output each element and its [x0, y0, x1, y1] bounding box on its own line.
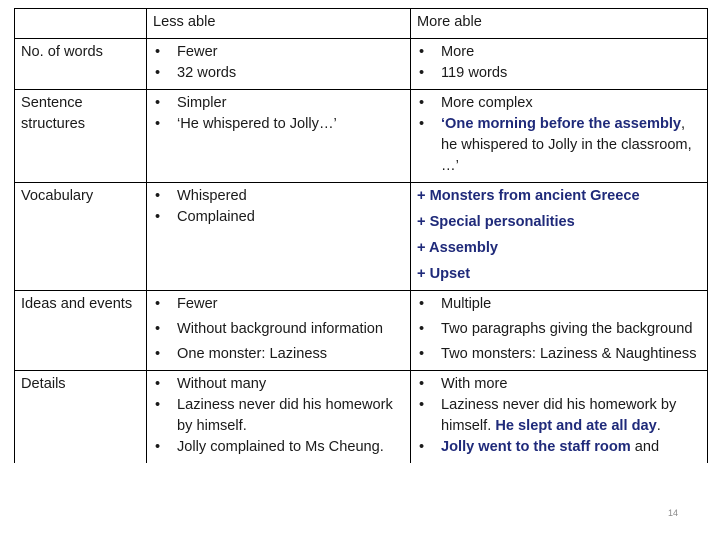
bullet-item: • Without background information	[153, 319, 404, 340]
bullet-item: • More	[417, 42, 701, 63]
bullet-item: • More complex	[417, 93, 701, 114]
bullet-item	[417, 437, 701, 458]
bullet-item: • Simpler	[153, 93, 404, 114]
less-able-cell	[147, 183, 411, 291]
bullet-item: • Fewer	[153, 294, 404, 315]
less-able-cell	[147, 39, 411, 90]
row-label: Sentence structures	[15, 90, 147, 183]
bullet-item	[417, 114, 701, 177]
emphasis-text: ‘One morning before the assembly	[441, 116, 682, 132]
comparison-table	[14, 8, 708, 463]
bullet-item: • Two paragraphs giving the background	[417, 319, 701, 340]
bullet-item: • Without many	[153, 374, 404, 395]
less-able-cell	[147, 90, 411, 183]
bullet-item: • One monster: Laziness	[153, 344, 404, 365]
more-able-cell	[411, 371, 708, 464]
plain-text: .	[656, 418, 661, 434]
more-able-cell	[411, 90, 708, 183]
bullet-item: • Jolly complained to Ms Cheung.	[153, 437, 404, 458]
row-label: Ideas and events	[15, 291, 147, 371]
less-able-cell	[147, 291, 411, 371]
emphasis-text: He slept and ate all day	[495, 418, 657, 434]
vocab-addition: + Special personalities	[417, 214, 575, 230]
plain-text: , he whispered to Jolly in the classroom, …’	[441, 116, 692, 174]
plain-text: Laziness never did his homework by himself.	[441, 397, 677, 434]
row-no-of-words	[15, 39, 708, 90]
bullet-item: • 32 words	[153, 63, 404, 84]
bullet-item: • Complained	[153, 207, 404, 228]
bullet-item: • 119 words	[417, 63, 701, 84]
row-label: Details	[15, 371, 147, 464]
header-empty-cell	[15, 9, 147, 39]
vocab-addition: + Upset	[417, 266, 471, 282]
less-able-cell	[147, 371, 411, 464]
row-ideas-and-events	[15, 291, 708, 371]
vocab-addition: + Assembly	[417, 240, 498, 256]
row-sentence-structures	[15, 90, 708, 183]
bullet-item	[417, 395, 701, 437]
more-able-cell	[411, 39, 708, 90]
row-details	[15, 371, 708, 464]
bullet-item: • ‘He whispered to Jolly…’	[153, 114, 404, 135]
slide-page-number: 14	[667, 508, 678, 518]
row-label: Vocabulary	[15, 183, 147, 291]
header-less-able: Less able	[147, 9, 411, 39]
bullet-item: • With more	[417, 374, 701, 395]
plain-text: and	[630, 439, 660, 455]
bullet-item: • Fewer	[153, 42, 404, 63]
bullet-item: • Laziness never did his homework by himself.	[153, 395, 404, 437]
bullet-item: • Two monsters: Laziness & Naughtiness	[417, 344, 701, 365]
more-able-cell	[411, 291, 708, 371]
emphasis-text: Jolly went to the staff room	[441, 439, 631, 455]
row-vocabulary	[15, 183, 708, 291]
bullet-item: • Multiple	[417, 294, 701, 315]
vocab-addition: + Monsters from ancient Greece	[417, 188, 640, 204]
header-row	[15, 9, 708, 39]
header-more-able: More able	[411, 9, 708, 39]
row-label: No. of words	[15, 39, 147, 90]
bullet-item: • Whispered	[153, 186, 404, 207]
more-able-cell	[411, 183, 708, 291]
